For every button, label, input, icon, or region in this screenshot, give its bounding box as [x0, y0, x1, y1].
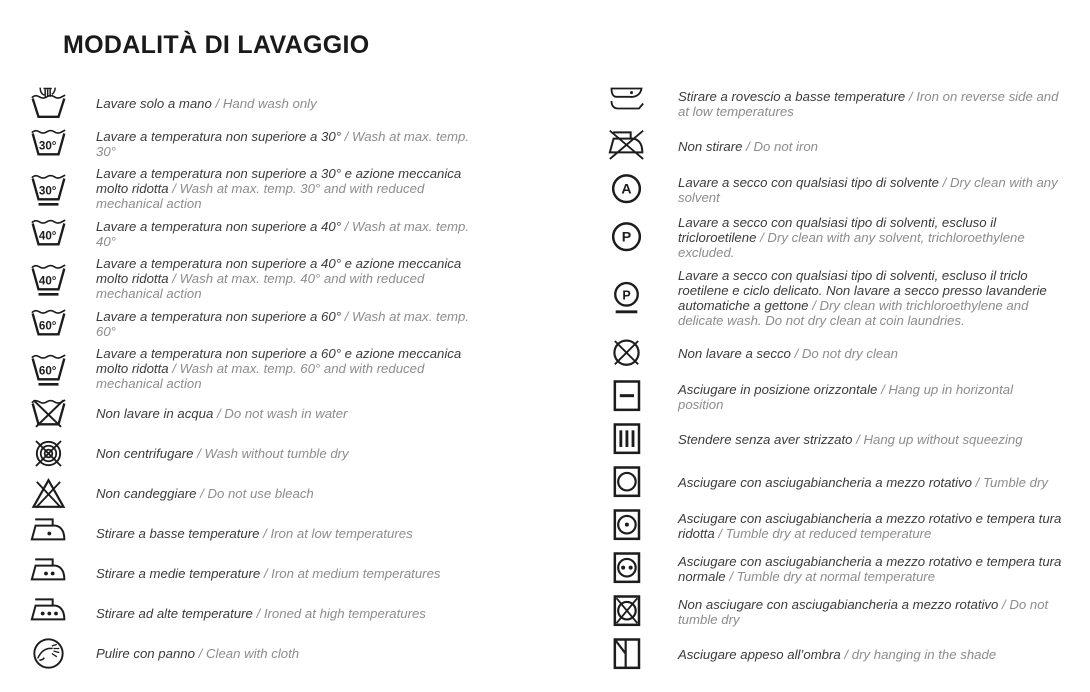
care-item: [30, 436, 508, 471]
care-item-label-italian: Asciugare con asciugabiancheria a mezzo rotativo e tempera tura normale: [678, 553, 1062, 584]
care-item-label-english: / Hang up without squeezing: [856, 432, 1023, 447]
svg-text:A: A: [621, 181, 632, 198]
care-item-label-italian: Non lavare in acqua: [96, 406, 214, 421]
care-item-label-english: / Iron at low temperatures: [263, 526, 413, 541]
care-item-label-english: / Do not wash in water: [216, 406, 348, 421]
wash-40-icon: [30, 216, 96, 251]
care-item-text: [678, 511, 1062, 541]
care-item-label-english: / Wash at max. temp. 30° and with reduced mechanical action: [96, 181, 425, 211]
care-item-text: [678, 139, 818, 154]
dry-flat-icon: [608, 379, 678, 414]
care-item-label-english: / Do not tumble dry: [678, 596, 1049, 627]
care-item-label-italian: Non stirare: [678, 139, 743, 154]
care-item: [30, 126, 508, 161]
iron-low-icon: [30, 516, 96, 551]
care-item-label-italian: Asciugare con asciugabiancheria a mezzo rotativo: [678, 475, 972, 490]
care-item: [30, 256, 508, 301]
care-item-label-english: / Hand wash only: [215, 96, 317, 111]
care-item-label-italian: Lavare a secco con qualsiasi tipo di solvente: [678, 174, 939, 190]
care-item-text: [96, 486, 314, 501]
care-item-text: [678, 432, 1023, 447]
care-item-text: [678, 268, 1062, 328]
care-item-text: [678, 647, 996, 662]
iron-reverse-icon: [608, 86, 678, 121]
care-item: [30, 476, 508, 511]
care-item-text: [96, 406, 347, 421]
care-item: [30, 346, 508, 391]
svg-text:60°: 60°: [38, 364, 57, 378]
care-item: [608, 465, 1070, 500]
care-item-label-english: / Do not use bleach: [200, 486, 314, 501]
care-item: [608, 551, 1070, 586]
care-item-label-italian: Pulire con panno: [96, 646, 195, 661]
care-item-text: [96, 446, 349, 461]
svg-text:40°: 40°: [38, 274, 57, 288]
wash-40-reduced-icon: [30, 261, 96, 296]
care-item-label-english: / Wash without tumble dry: [197, 446, 349, 461]
care-item-label-english: / dry hanging in the shade: [844, 647, 997, 662]
care-item: [608, 268, 1070, 328]
wash-60-icon: [30, 306, 96, 341]
care-item-text: [96, 129, 488, 159]
dry-in-shade-icon: [608, 637, 678, 672]
no-wash-icon: [30, 396, 96, 431]
svg-text:30°: 30°: [38, 184, 57, 198]
care-item-text: [678, 215, 1062, 260]
page-title: MODALITÀ DI LAVAGGIO: [63, 30, 370, 59]
care-item-label-english: / Wash at max. temp. 60° and with reduced mechanical action: [96, 361, 425, 391]
care-item-label-italian: Lavare solo a mano: [96, 96, 212, 111]
care-item-label-english: / Tumble dry at reduced temperature: [718, 525, 932, 541]
care-item-text: [678, 554, 1062, 584]
care-item-label-italian: Lavare a temperatura non superiore a 60° e azione meccanica molto ridotta: [96, 346, 462, 376]
tumble-dry-low-icon: [608, 508, 678, 543]
care-item-label-italian: Stirare a basse temperature: [96, 526, 260, 541]
svg-text:30°: 30°: [38, 139, 57, 153]
care-item: [608, 379, 1070, 414]
care-item-text: [678, 175, 1062, 205]
care-item: [30, 636, 508, 671]
care-item-label-english: / Tumble dry at normal temperature: [729, 568, 936, 584]
column-left: [30, 86, 508, 671]
care-item-text: [678, 475, 1048, 490]
care-item-label-english: / Iron at medium temperatures: [263, 566, 441, 581]
care-item: [608, 129, 1070, 164]
care-item-text: [96, 526, 413, 541]
care-item-label-italian: Asciugare con asciugabiancheria a mezzo rotativo e tempera tura ridotta: [678, 510, 1062, 541]
care-item-label-english: / Do not dry clean: [794, 346, 898, 361]
care-item-text: [96, 309, 488, 339]
care-item-label-italian: Stirare a medie temperature: [96, 566, 261, 581]
column-right: [608, 86, 1070, 672]
care-item: [30, 216, 508, 251]
care-item-label-italian: Lavare a temperatura non superiore a 40°: [96, 218, 341, 234]
care-item-label-italian: Asciugare in posizione orizzontale: [678, 381, 878, 397]
care-item-label-english: / Wash at max. temp. 40°: [96, 218, 470, 249]
no-tumble-dry-icon: [608, 594, 678, 629]
dry-clean-p-icon: [608, 220, 678, 255]
care-item: [30, 556, 508, 591]
care-item-text: [96, 219, 488, 249]
care-item: [608, 336, 1070, 371]
wash-60-reduced-icon: [30, 351, 96, 386]
svg-text:40°: 40°: [38, 229, 57, 243]
care-item-label-italian: Lavare a temperatura non superiore a 60°: [96, 308, 341, 324]
care-item-text: [678, 89, 1062, 119]
care-item: [608, 86, 1070, 121]
care-item-label-italian: Lavare a secco con qualsiasi tipo di solventi, escluso il tricloroetilene: [678, 215, 997, 245]
no-iron-icon: [608, 129, 678, 164]
care-item-label-english: / Dry clean with any solvent: [678, 174, 1058, 205]
care-item-label-italian: Non asciugare con asciugabiancheria a mezzo rotativo: [678, 596, 999, 612]
care-item-label-italian: Asciugare appeso all’ombra: [678, 647, 841, 662]
care-item-text: [96, 96, 317, 111]
care-item: [30, 166, 508, 211]
hand-wash-icon: [30, 86, 96, 121]
care-item: [30, 86, 508, 121]
care-item-label-english: / Tumble dry: [975, 475, 1048, 490]
care-item: [608, 594, 1070, 629]
care-item-label-italian: Stirare a rovescio a basse temperature: [678, 88, 906, 104]
iron-high-icon: [30, 596, 96, 631]
care-item: [608, 422, 1070, 457]
care-item: [608, 508, 1070, 543]
care-item-label-italian: Lavare a secco con qualsiasi tipo di solventi, escluso il triclo roetilene e ciclo delicato. Non lavare a secco presso lavanderie automatiche a gettone: [678, 268, 1047, 313]
care-item: [30, 516, 508, 551]
care-item-label-english: / Iron on reverse side and at low temperatures: [678, 88, 1059, 119]
care-item-text: [96, 646, 299, 661]
no-dry-clean-icon: [608, 336, 678, 371]
svg-text:P: P: [622, 287, 631, 302]
svg-text:60°: 60°: [38, 319, 57, 333]
care-item-label-italian: Non centrifugare: [96, 446, 194, 461]
care-item-text: [678, 382, 1062, 412]
care-item-text: [678, 597, 1062, 627]
care-item-label-english: / Hang up in horizontal position: [678, 381, 1014, 412]
care-item: [608, 215, 1070, 260]
care-item-text: [96, 566, 441, 581]
care-item-label-english: / Do not iron: [746, 139, 819, 154]
dry-clean-a-icon: [608, 172, 678, 207]
care-item: [608, 172, 1070, 207]
care-item-label-english: / Clean with cloth: [198, 646, 300, 661]
care-item: [30, 396, 508, 431]
care-item-label-english: / Dry clean with any solvent, trichloroethylene excluded.: [678, 230, 1025, 260]
wash-30-reduced-icon: [30, 171, 96, 206]
care-item-label-english: / Wash at max. temp. 40° and with reduced mechanical action: [96, 271, 425, 301]
care-item: [30, 596, 508, 631]
clean-with-cloth-icon: [30, 636, 96, 671]
care-item: [30, 306, 508, 341]
care-item-label-italian: Stirare ad alte temperature: [96, 606, 253, 621]
care-item-label-english: / Dry clean with trichloroethylene and delicate wash. Do not dry clean at coin laundries.: [678, 298, 1029, 328]
care-item-label-english: / Wash at max. temp. 30°: [96, 128, 470, 159]
care-item-label-italian: Lavare a temperatura non superiore a 30° e azione meccanica molto ridotta: [96, 166, 462, 196]
no-bleach-icon: [30, 476, 96, 511]
tumble-dry-icon: [608, 465, 678, 500]
care-item-label-italian: Stendere senza aver strizzato: [678, 432, 853, 447]
care-item-text: [96, 256, 488, 301]
care-item-label-english: / Ironed at high temperatures: [256, 606, 426, 621]
care-item-label-english: / Wash at max. temp. 60°: [96, 308, 470, 339]
tumble-dry-normal-icon: [608, 551, 678, 586]
drip-dry-icon: [608, 422, 678, 457]
care-item-text: [96, 606, 426, 621]
care-item-text: [96, 346, 488, 391]
care-item-text: [96, 166, 488, 211]
care-item-label-italian: Lavare a temperatura non superiore a 30°: [96, 128, 341, 144]
svg-text:P: P: [621, 229, 632, 246]
care-item-text: [678, 346, 898, 361]
care-item: [608, 637, 1070, 672]
care-item-label-italian: Lavare a temperatura non superiore a 40° e azione meccanica molto ridotta: [96, 256, 462, 286]
wash-30-icon: [30, 126, 96, 161]
dry-clean-p-delicate-icon: [608, 281, 678, 316]
no-spin-icon: [30, 436, 96, 471]
care-item-label-italian: Non lavare a secco: [678, 346, 791, 361]
care-item-label-italian: Non candeggiare: [96, 486, 197, 501]
iron-medium-icon: [30, 556, 96, 591]
